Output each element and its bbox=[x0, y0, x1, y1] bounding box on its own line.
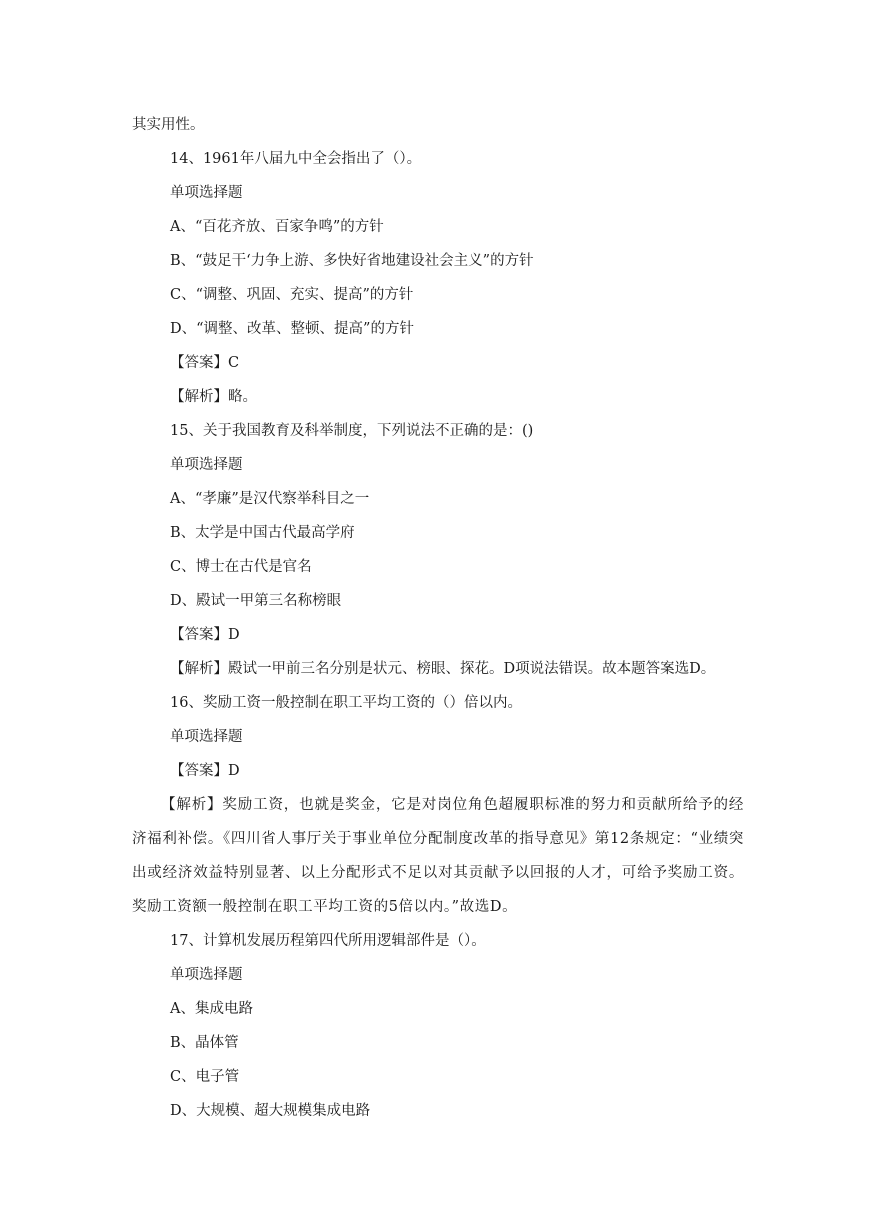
question-17-option-a: A、集成电路 bbox=[170, 1001, 253, 1017]
question-14-analysis: 【解析】略。 bbox=[170, 389, 257, 405]
question-14-title: 14、1961年八届九中全会指出了（）。 bbox=[170, 151, 422, 167]
question-14-answer: 【答案】C bbox=[170, 355, 240, 371]
question-15-analysis: 【解析】殿试一甲前三名分别是状元、榜眼、探花。D项说法错误。故本题答案选D。 bbox=[170, 661, 716, 677]
question-16-title: 16、奖励工资一般控制在职工平均工资的（）倍以内。 bbox=[170, 695, 522, 711]
question-15-type: 单项选择题 bbox=[170, 457, 243, 473]
question-17-title: 17、计算机发展历程第四代所用逻辑部件是（）。 bbox=[170, 933, 486, 949]
question-17-type: 单项选择题 bbox=[170, 967, 243, 983]
question-15-title: 15、关于我国教育及科举制度，下列说法不正确的是：() bbox=[170, 423, 534, 439]
question-15-option-d: D、殿试一甲第三名称榜眼 bbox=[170, 593, 342, 609]
question-15-option-b: B、太学是中国古代最高学府 bbox=[170, 525, 355, 541]
question-15-answer: 【答案】D bbox=[170, 627, 240, 643]
question-14-type: 单项选择题 bbox=[170, 185, 243, 201]
text-line-continuation: 其实用性。 bbox=[132, 117, 205, 133]
question-14-option-c: C、“调整、巩固、充实、提高”的方针 bbox=[170, 287, 414, 303]
question-15-option-c: C、博士在古代是官名 bbox=[170, 559, 312, 575]
question-15-option-a: A、“孝廉”是汉代察举科目之一 bbox=[170, 491, 370, 507]
question-16-type: 单项选择题 bbox=[170, 729, 243, 745]
question-17-option-c: C、电子管 bbox=[170, 1069, 240, 1085]
document-content bbox=[132, 108, 744, 1128]
question-14-option-a: A、“百花齐放、百家争鸣”的方针 bbox=[170, 219, 384, 235]
question-17-option-b: B、晶体管 bbox=[170, 1035, 239, 1051]
question-16-answer: 【答案】D bbox=[170, 763, 240, 779]
question-17-option-d: D、大规模、超大规模集成电路 bbox=[170, 1103, 371, 1119]
question-14-option-d: D、“调整、改革、整顿、提高”的方针 bbox=[170, 321, 414, 337]
question-16-analysis-paragraph: 【解析】奖励工资，也就是奖金，它是对岗位角色超履职标准的努力和贡献所给予的经济福利补偿。《四川省人事厅关于事业单位分配制度改革的指导意见》第12条规定：“业绩突出或经济效益特别显著、以上分配形式不足以对其贡献予以回报的人才，可给予奖励工资。奖励工资额一般控制在职工平均工资的5倍以内。”故选D。 bbox=[132, 797, 744, 915]
question-14-option-b: B、“鼓足干‘力争上游、多快好省地建设社会主义”的方针 bbox=[170, 253, 534, 269]
